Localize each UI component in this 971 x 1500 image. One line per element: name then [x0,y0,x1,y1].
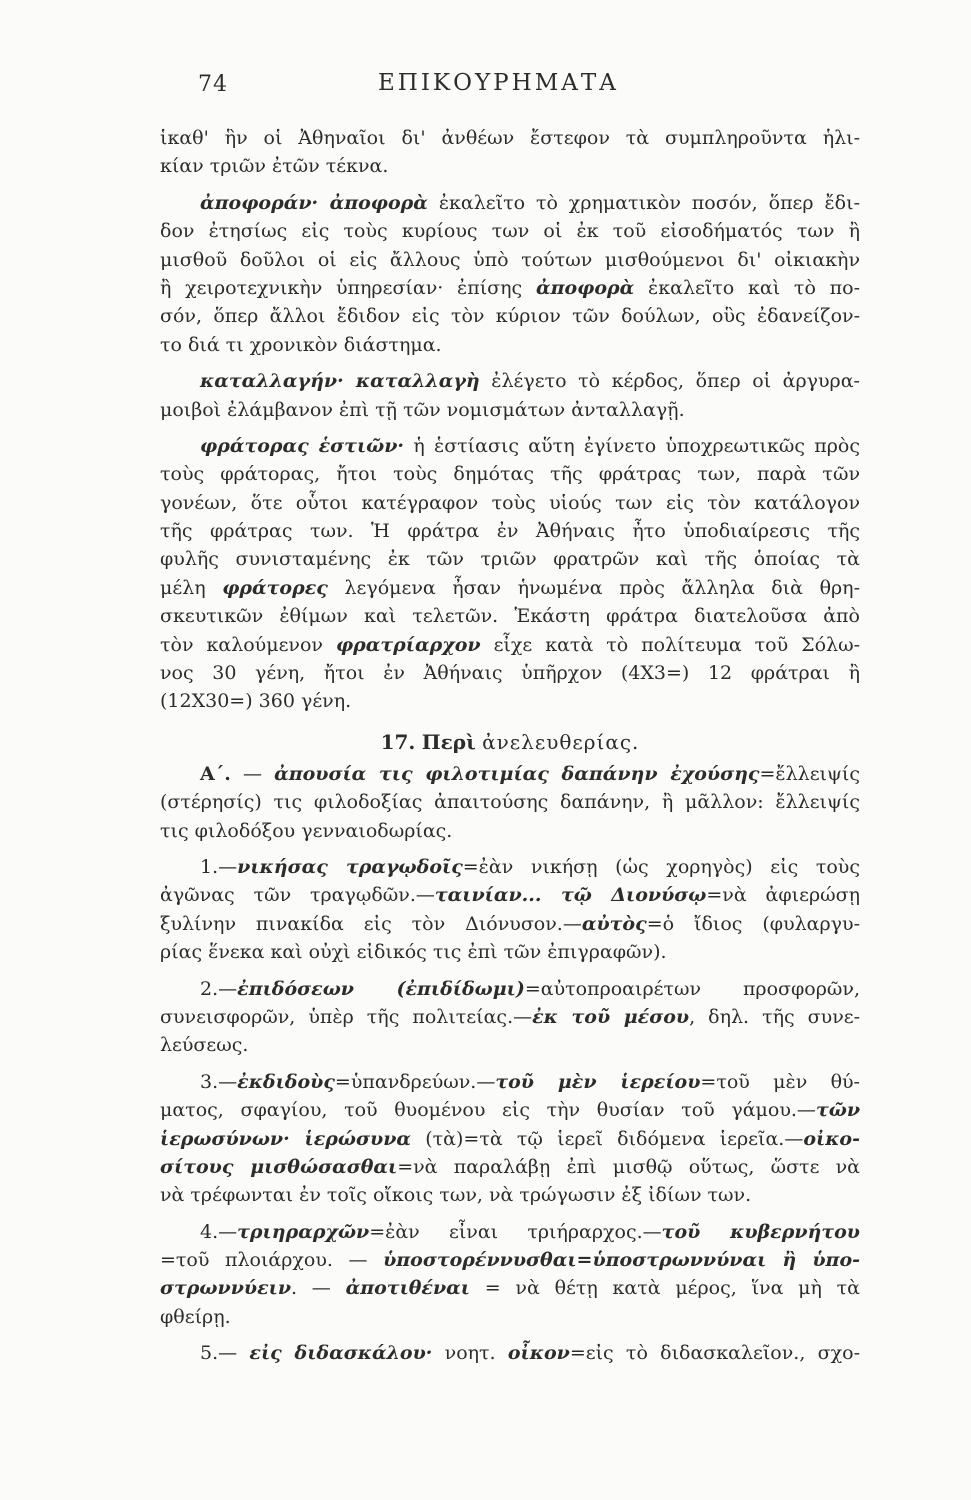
text-run: κίαν τριῶν ἐτῶν τέκνα. [160,155,389,178]
text-line [160,274,860,302]
bold-term: εἰς διδασκάλου· [249,1342,433,1365]
text-line [160,302,860,330]
text-run: =εἰς τὸ διδασκαλεῖον., σχο- [569,1342,860,1365]
text-run: — [230,762,275,785]
text-line [160,1274,860,1302]
text-run: 4.— [200,1220,238,1243]
text-run: =νὰ παραλάβῃ ἐπὶ μισθῷ οὕτως, ὥστε νὰ [397,1155,860,1178]
text-run: =αὐτοπροαιρέτων προσφορῶν, [524,977,860,1000]
text-line [160,1303,860,1331]
text-run: , δηλ. τῆς συνε- [689,1005,860,1028]
bold-term: οἰκο- [803,1127,860,1150]
note-line [160,1339,860,1367]
bold-term: ὑποστορέννυσθαι=ὑποστρωννύναι ἢ ὑπο- [383,1249,860,1272]
bold-term: φράτορας ἑστιῶν· [200,434,405,457]
text-run: 3.— [200,1070,238,1093]
text-run: (12Χ30=) 360 γένη. [160,690,352,713]
text-run: λεγόμενα ἦσαν ἡνωμένα πρὸς ἄλληλα διὰ θρη- [327,576,860,599]
bold-term: οἶκον [507,1342,570,1365]
bold-term: αὐτὸς [581,912,647,935]
text-run: (τὰ)=τὰ τῷ ἱερεῖ διδόμενα ἱερεῖα.— [411,1127,804,1150]
text-run: 5.— [200,1342,250,1365]
bold-term: τῶν [815,1099,860,1122]
text-run: =τοῦ πλοιάρχου. — [160,1249,384,1272]
text-line [160,1003,860,1031]
text-line [160,1181,860,1209]
text-run: =ὁ ἴδιος (φυλαργυ- [646,912,860,935]
text-line [160,574,860,602]
text-run: τις φιλοδόξου γενναιοδωρίας. [160,819,453,842]
text-run: φθείρῃ. [160,1305,231,1328]
text-run: συνεισφορῶν, ὑπὲρ τῆς πολιτείας.— [160,1005,533,1028]
subsection-line [160,760,860,788]
text-run: 2.— [200,977,238,1000]
text-run: = νὰ θέτῃ κατὰ μέρος, ἵνα μὴ τὰ [469,1277,860,1300]
section-heading [160,724,860,760]
section-title-lead: Περὶ [421,729,476,754]
note-line [160,975,860,1003]
text-line [160,217,860,245]
bold-term: τοῦ κυβερνήτου [661,1220,860,1243]
text-run: ἐκαλεῖτο καὶ τὸ πο- [634,276,860,299]
text-line [160,1246,860,1274]
text-line [160,1125,860,1153]
text-run: σκευτικῶν ἐθίμων καὶ τελετῶν. Ἑκάστη φράτρα διατελοῦσα ἀπὸ [160,605,860,628]
text-run: ἱκαθ' ἣν οἱ Ἀθηναῖοι δι' ἀνθέων ἔστεφον τὰ συμπληροῦντα ἡλι- [160,127,860,149]
text-run: φυλῆς συνισταμένης ἐκ τῶν τριῶν φρατρῶν καὶ τῆς ὁποίας τὰ [160,548,860,571]
text-run: =τοῦ μὲν θύ- [700,1070,860,1093]
text-run: =ὑπανδρεύων.— [334,1070,496,1093]
text-line [160,788,860,816]
bold-term: καταλλαγήν· καταλλαγὴ [200,370,480,393]
section-title: ἀνελευθερίας. [482,729,640,754]
bold-term: τοῦ μὲν ἱερείου [495,1070,701,1093]
text-line [160,1031,860,1059]
text-run: δον ἐτησίως εἰς τοὺς κυρίους των οἱ ἐκ τοῦ εἰσοδήματός των ἢ [160,220,860,243]
glossary-entry-line [160,189,860,217]
bold-term: στρωννύειν [160,1277,291,1300]
bold-term: ἀποφορὰ [535,276,635,299]
text-line [160,602,860,630]
note-line [160,1068,860,1096]
bold-term: ἱερωσύνων· ἱερώσυνα [160,1127,412,1150]
text-run: ἀγῶνας τῶν τραγῳδῶν.— [160,884,435,907]
text-run: σόν, ὅπερ ἄλλοι ἔδιδον εἰς τὸν κύριον τῶν δούλων, οὓς ἐδανείζον- [160,305,860,328]
text-run: μισθοῦ δοῦλοι οἱ εἰς ἄλλους ὑπὸ τούτων μισθούμενοι δι' οἰκιακὴν [160,248,860,271]
text-run: ἢ χειροτεχνικὴν ὑπηρεσίαν· ἐπίσης [160,276,536,299]
text-run: νος 30 γένη, ἤτοι ἐν Ἀθήναις ὑπῆρχον (4Χ3=) 12 φράτραι ἢ [160,662,860,685]
text-run: το διά τι χρονικὸν διάστημα. [160,333,442,356]
text-run: ρίας ἕνεκα καὶ οὐχὶ εἰδικός τις ἐπὶ τῶν ἐπιγραφῶν). [160,941,667,964]
note-line [160,1218,860,1246]
page-number: 74 [198,72,228,97]
text-line [160,631,860,659]
text-line [160,1096,860,1124]
text-line [160,545,860,573]
text-run: μοιβοὶ ἐλάμβανον ἐπὶ τῇ τῶν νομισμάτων ἀνταλλαγῇ. [160,398,685,421]
text-run: εἶχε κατὰ τὸ πολίτευμα τοῦ Σόλω- [480,633,860,656]
text-run: ματος, σφαγίου, τοῦ θυομένου εἰς τὴν θυσίαν τοῦ γάμου.— [160,1099,816,1122]
text-line [160,246,860,274]
bold-term: τριηραρχῶν [237,1220,370,1243]
bold-term: ἐπιδόσεων (ἐπιδίδωμι) [237,977,525,1000]
text-run: ἐκαλεῖτο τὸ χρηματικὸν ποσόν, ὅπερ ἔδι- [427,191,860,214]
subsection-label: Α΄. [200,762,231,785]
text-run: =νὰ ἀφιερώσῃ [706,884,860,907]
text-line [160,489,860,517]
bold-term: ἀποφοράν· ἀποφορὰ [200,191,428,214]
text-run: =ἐὰν νικήσῃ (ὡς χορηγὸς) εἰς τοὺς [462,855,860,878]
text-run: τὸν καλούμενον [160,633,336,656]
text-line [160,817,860,845]
bold-term: νικήσας τραγῳδοῖς [237,855,463,878]
text-line [160,152,860,180]
text-run: =ἐὰν εἶναι τριήραρχος.— [369,1220,662,1243]
text-line [160,331,860,359]
text-run: τοὺς φράτορας, ἤτοι τοὺς δημότας τῆς φράτρας των, παρὰ τῶν [160,463,860,486]
text-run: γονέων, ὅτε οὗτοι κατέγραφον τοὺς υἱούς των εἰς τὸν κατάλογον [160,491,860,514]
text-run: (στέρησίς) τις φιλοδοξίας ἀπαιτούσης δαπάνην, ἢ μᾶλλον: ἔλλειψίς [160,791,860,814]
bold-term: ἐκ τοῦ μέσου [532,1005,690,1028]
bold-term: ἀπουσία τις φιλοτιμίας δαπάνην ἐχούσης [274,762,760,785]
text-run: ἡ ἑστίασις αὕτη ἐγίνετο ὑποχρεωτικῶς πρὸς [404,434,860,457]
bold-term: φρατρίαρχον [335,633,481,656]
text-run: νὰ τρέφωνται ἐν τοῖς οἴκοις των, νὰ τρώγωσιν ἐξ ἰδίων των. [160,1184,752,1207]
bold-term: ἀποτιθέναι [345,1277,470,1300]
bold-term: ἐκδιδοὺς [237,1070,335,1093]
text-run: =ἔλλειψίς [759,762,860,785]
glossary-entry-line [160,367,860,395]
text-run: . — [291,1277,346,1300]
text-run: μέλη [160,576,223,599]
note-line [160,853,860,881]
text-line [160,659,860,687]
text-line [160,1153,860,1181]
text-run: ἐλέγετο τὸ κέρδος, ὅπερ οἱ ἀργυρα- [479,370,860,393]
text-run: νοητ. [432,1342,508,1365]
glossary-entry-line [160,432,860,460]
text-line [160,938,860,966]
text-line [160,396,860,424]
bold-term: σίτους μισθώσασθαι [160,1155,398,1178]
section-number: 17. [380,729,416,754]
text-run: λεύσεως. [160,1034,249,1057]
bold-term: ταινίαν... τῷ Διονύσῳ [434,884,707,907]
text-line [160,687,860,715]
text-line [160,460,860,488]
running-title: ΕΠΙΚΟΥΡΗΜΑΤΑ [378,70,619,96]
text-line [160,910,860,938]
bold-term: φράτορες [222,576,328,599]
text-line [160,881,860,909]
text-line [160,124,860,152]
text-run: 1.— [200,855,238,878]
text-run: ξυλίνην πινακίδα εἰς τὸν Διόνυσον.— [160,912,582,935]
body-text [160,124,860,1368]
text-run: τῆς φράτρας των. Ἡ φράτρα ἐν Ἀθήναις ἦτο ὑποδιαίρεσις τῆς [160,520,860,543]
text-line [160,517,860,545]
